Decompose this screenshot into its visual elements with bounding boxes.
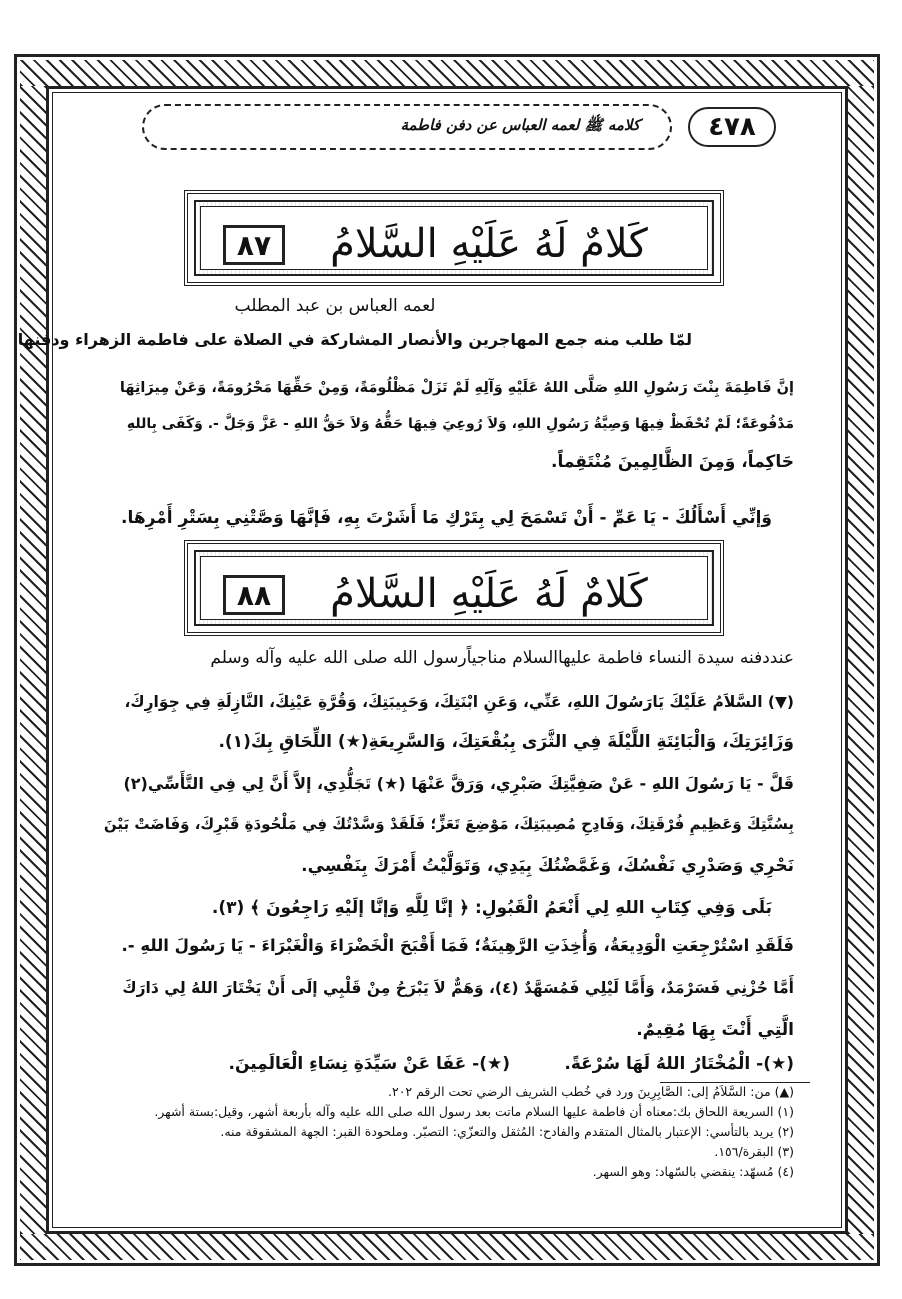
section-87-banner — [184, 190, 724, 286]
section-88-line-7: فَلَقَدِ اسْتُرْجِعَتِ الْوَدِيعَةُ، وَأُخِذَتِ الرَّهِينَةُ؛ فَمَا أَقْبَحَ الْخَضْرَاءَ وَالْغَبْرَاءَ - يَا رَسُولَ اللهِ -. — [121, 936, 794, 955]
section-87-title: كَلامٌ لَهُ عَلَيْهِ السَّلامُ — [330, 221, 648, 267]
footnote-1: (١) السريعة اللحاق بك:معناه أن فاطمة عليها السلام ماتت بعد رسول الله صلى الله عليه وآله بأربعة أشهر، وقيل:بستة أشهر. — [154, 1104, 794, 1119]
section-88-line-9: الَّتِي أَنْتَ بِهَا مُقِيمٌ. — [636, 1020, 794, 1040]
section-88-banner — [184, 540, 724, 636]
variant-reading-1: (★)- الْمُخْتَارُ اللهُ لَهَا سُرْعَةً. — [564, 1054, 794, 1074]
section-88-line-1: (▼) السَّلاَمُ عَلَيْكَ يَارَسُولَ اللهِ، عَنِّي، وَعَنِ ابْنَتِكَ، وَحَبِيبَتِكَ، وَقُرَّةِ عَيْنِكَ، النَّازِلَةِ فِي جِوَارِكَ، — [124, 693, 794, 711]
running-header — [142, 104, 672, 150]
section-88-number: ٨٨ — [223, 575, 285, 615]
section-88-line-6: بَلَى وَفِي كِتَابِ اللهِ لِي أَنْعَمُ الْقَبُولِ: ﴿ إنَّا لِلَّهِ وَإنَّا إلَيْهِ رَاجِعُونَ ﴾ (٣). — [211, 898, 772, 918]
section-88-line-3: قَلَّ - يَا رَسُولَ اللهِ - عَنْ صَفِيَّتِكَ صَبْرِي، وَرَقَّ عَنْهَا (★) تَجَلُّدِي، إلاَّ أَنَّ لِي فِي التَّأَسِّي(٢) — [123, 774, 794, 793]
footnote-4: (٤) مُسهّد: ينقضي بالسّهاد: وهو السهر. — [592, 1164, 794, 1179]
section-88-title: كَلامٌ لَهُ عَلَيْهِ السَّلامُ — [330, 571, 648, 617]
footnote-separator — [660, 1082, 810, 1083]
section-87-line-2: مَدْفُوعَةً؛ لَمْ تُحْفَظْ فِيهَا وَصِيَّةُ رَسُولِ اللهِ، وَلاَ رُوعِيَ فِيهَا حَقُّهُ وَلاَ حَقُّ اللهِ - عَزَّ وَجَلَّ -. وَكَفَى بِاللهِ — [126, 416, 794, 432]
section-88-line-4: بِسُنَّتِكَ وَعَظِيمِ فُرْقَتِكَ، وَفَادِحِ مُصِيبَتِكَ، مَوْضِعَ تَعَزٍّ؛ فَلَقَدْ وَسَّدْتُكَ فِي مَلْحُودَةِ قَبْرِكَ، وَفَاضَتْ بَيْنَ — [103, 815, 794, 833]
section-87-line-3: حَاكِماً، وَمِنَ الظَّالِمِينَ مُنْتَقِماً. — [551, 452, 794, 472]
section-88-line-5: نَحْرِي وَصَدْرِي نَفْسُكَ، وَغَمَّضْتُكَ بِيَدِي، وَتَوَلَّيْتُ أَمْرَكَ بِنَفْسِي. — [301, 856, 794, 876]
footnote-marker: (▲) من: السَّلاَمُ إلى: الصَّابِرِينَ ورد في خُطب الشريف الرضي تحت الرقم ٢٠٢. — [388, 1084, 794, 1099]
section-87-line-1: إنَّ فَاطِمَةَ بِنْتَ رَسُولِ اللهِ صَلَّى اللهُ عَلَيْهِ وَآلِهِ لَمْ تَزَلْ مَظْلُومَةً، وَمِنْ حَقِّهَا مَحْرُومَةً، وَعَنْ مِيرَاثِهَا — [119, 380, 794, 396]
page-number: ٤٧٨ — [688, 107, 776, 147]
section-88-subtitle: عنددفنه سيدة النساء فاطمة عليهاالسلام مناجياًرسول الله صلى الله عليه وآله وسلم — [210, 648, 794, 668]
section-87-number: ٨٧ — [223, 225, 285, 265]
running-title: كلامه ﷺ لعمه العباس عن دفن فاطمة — [400, 116, 640, 134]
section-87-line-4: وَإنِّي أَسْأَلُكَ - يَا عَمِّ - أَنْ تَسْمَحَ لِي بِتَرْكِ مَا أَشَرْتَ بِهِ، فَإنَّهَا وَصَّتْنِي بِسَتْرِ أَمْرِهَا. — [121, 508, 772, 528]
variant-reading-2: (★)- عَفَا عَنْ سَيِّدَةِ نِسَاءِ الْعَالَمِينَ. — [228, 1054, 510, 1074]
section-88-line-2: وَزَائِرَتِكَ، وَالْبَائِتَةِ اللَّيْلَةَ فِي الثَّرَى بِبُقْعَتِكَ، وَالسَّرِيعَةِ(★) اللِّحَاقِ بِكَ(١). — [218, 732, 794, 752]
section-88-line-8: أَمَّا حُزْنِي فَسَرْمَدٌ، وَأَمَّا لَيْلِي فَمُسَهَّدٌ (٤)، وَهَمٌّ لاَ يَبْرَحُ مِنْ قَلْبِي إلَى أَنْ يَخْتَارَ اللهُ لِي دَارَكَ — [122, 979, 794, 997]
footnote-3: (٣) البقرة/١٥٦. — [714, 1144, 794, 1159]
section-87-context: لمّا طلب منه جمع المهاجرين والأنصار المشاركة في الصلاة على فاطمة الزهراء ودفنها — [17, 330, 692, 349]
section-87-subtitle: لعمه العباس بن عبد المطلب — [234, 296, 436, 316]
footnote-2: (٢) يريد بالتأسي: الإعتبار بالمثال المتقدم والفادح: المُثقل والتعزّي: التصبّر. وملحودة القبر: الجهة المشقوقة منه. — [220, 1124, 794, 1139]
